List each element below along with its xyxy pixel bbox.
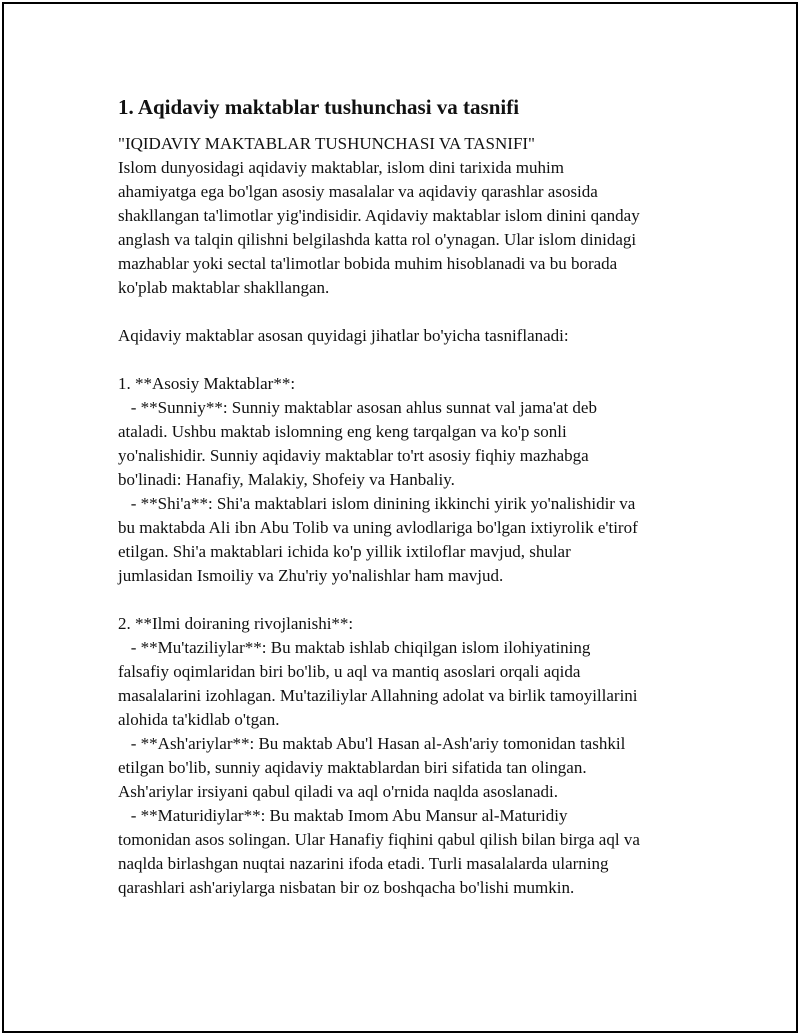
paragraph-gap (118, 588, 698, 612)
section-scholarly-development: 2. **Ilmi doiraning rivojlanishi**: - **Mu'taziliylar**: Bu maktab ishlab chiqilgan islom ilohiyatining falsafiy oqimlaridan biri bo'lib, u aql va mantiq asoslari orqali aqida masalalarini izohlagan. Mu'taziliylar Allahning adolat va birlik tamoyillarini alohida ta'kidlab o'tgan. - **Ash'ariylar**: Bu maktab Abu'l Hasan al-Ash'ariy tomonidan tashkil etilgan bo'lib, sunniy aqidaviy maktablardan biri sifatida tan olingan. Ash'ariylar irsiyani qabul qiladi va aql o'rnida naqlda asoslanadi. - **Maturidiylar**: Bu maktab Imom Abu Mansur al-Maturidiy tomonidan asos solingan. Ular Hanafiy fiqhini qabul qilish bilan birga aql va naqlda birlashgan nuqtai nazarini ifoda etadi. Turli masalalarda ularning qarashlari ash'ariylarga nisbatan bir oz boshqacha bo'lishi mumkin. (118, 614, 640, 897)
document-body (118, 94, 698, 900)
paragraph-gap (118, 348, 698, 372)
classification-intro: Aqidaviy maktablar asosan quyidagi jihatlar bo'yicha tasniflanadi: (118, 326, 569, 345)
section-main-schools: 1. **Asosiy Maktablar**: - **Sunniy**: Sunniy maktablar asosan ahlus sunnat val jama'at deb ataladi. Ushbu maktab islomning eng keng tarqalgan va ko'p sonli yo'nalishidir. Sunniy aqidaviy maktablar to'rt asosiy fiqhiy mazhabga bo'linadi: Hanafiy, Malakiy, Shofeiy va Hanbaliy. - **Shi'a**: Shi'a maktablari islom dinining ikkinchi yirik yo'nalishidir va bu maktabda Ali ibn Abu Tolib va uning avlodlariga bo'lgan ixtiyrolik e'tirof etilgan. Shi'a maktablari ichida ko'p yillik ixtiloflar mavjud, shular jumlasidan Ismoiliy va Zhu'riy yo'nalishlar ham mavjud. (118, 374, 638, 585)
intro-paragraph: Islom dunyosidagi aqidaviy maktablar, islom dini tarixida muhim ahamiyatga ega bo'lgan asosiy masalalar va aqidaviy qarashlar asosida shakllangan ta'limotlar yig'indisidir. Aqidaviy maktablar islom dinini qanday anglash va talqin qilishni belgilashda katta rol o'ynagan. Ular islom dinidagi mazhablar yoki sectal ta'limotlar bobida muhim hisoblanadi va bu borada ko'plab maktablar shakllangan. (118, 158, 640, 297)
document-subtitle: "IQIDAVIY MAKTABLAR TUSHUNCHASI VA TASNIFI" (118, 134, 535, 153)
paragraph-gap (118, 300, 698, 324)
section-heading: 1. Aqidaviy maktablar tushunchasi va tasnifi (118, 95, 520, 119)
